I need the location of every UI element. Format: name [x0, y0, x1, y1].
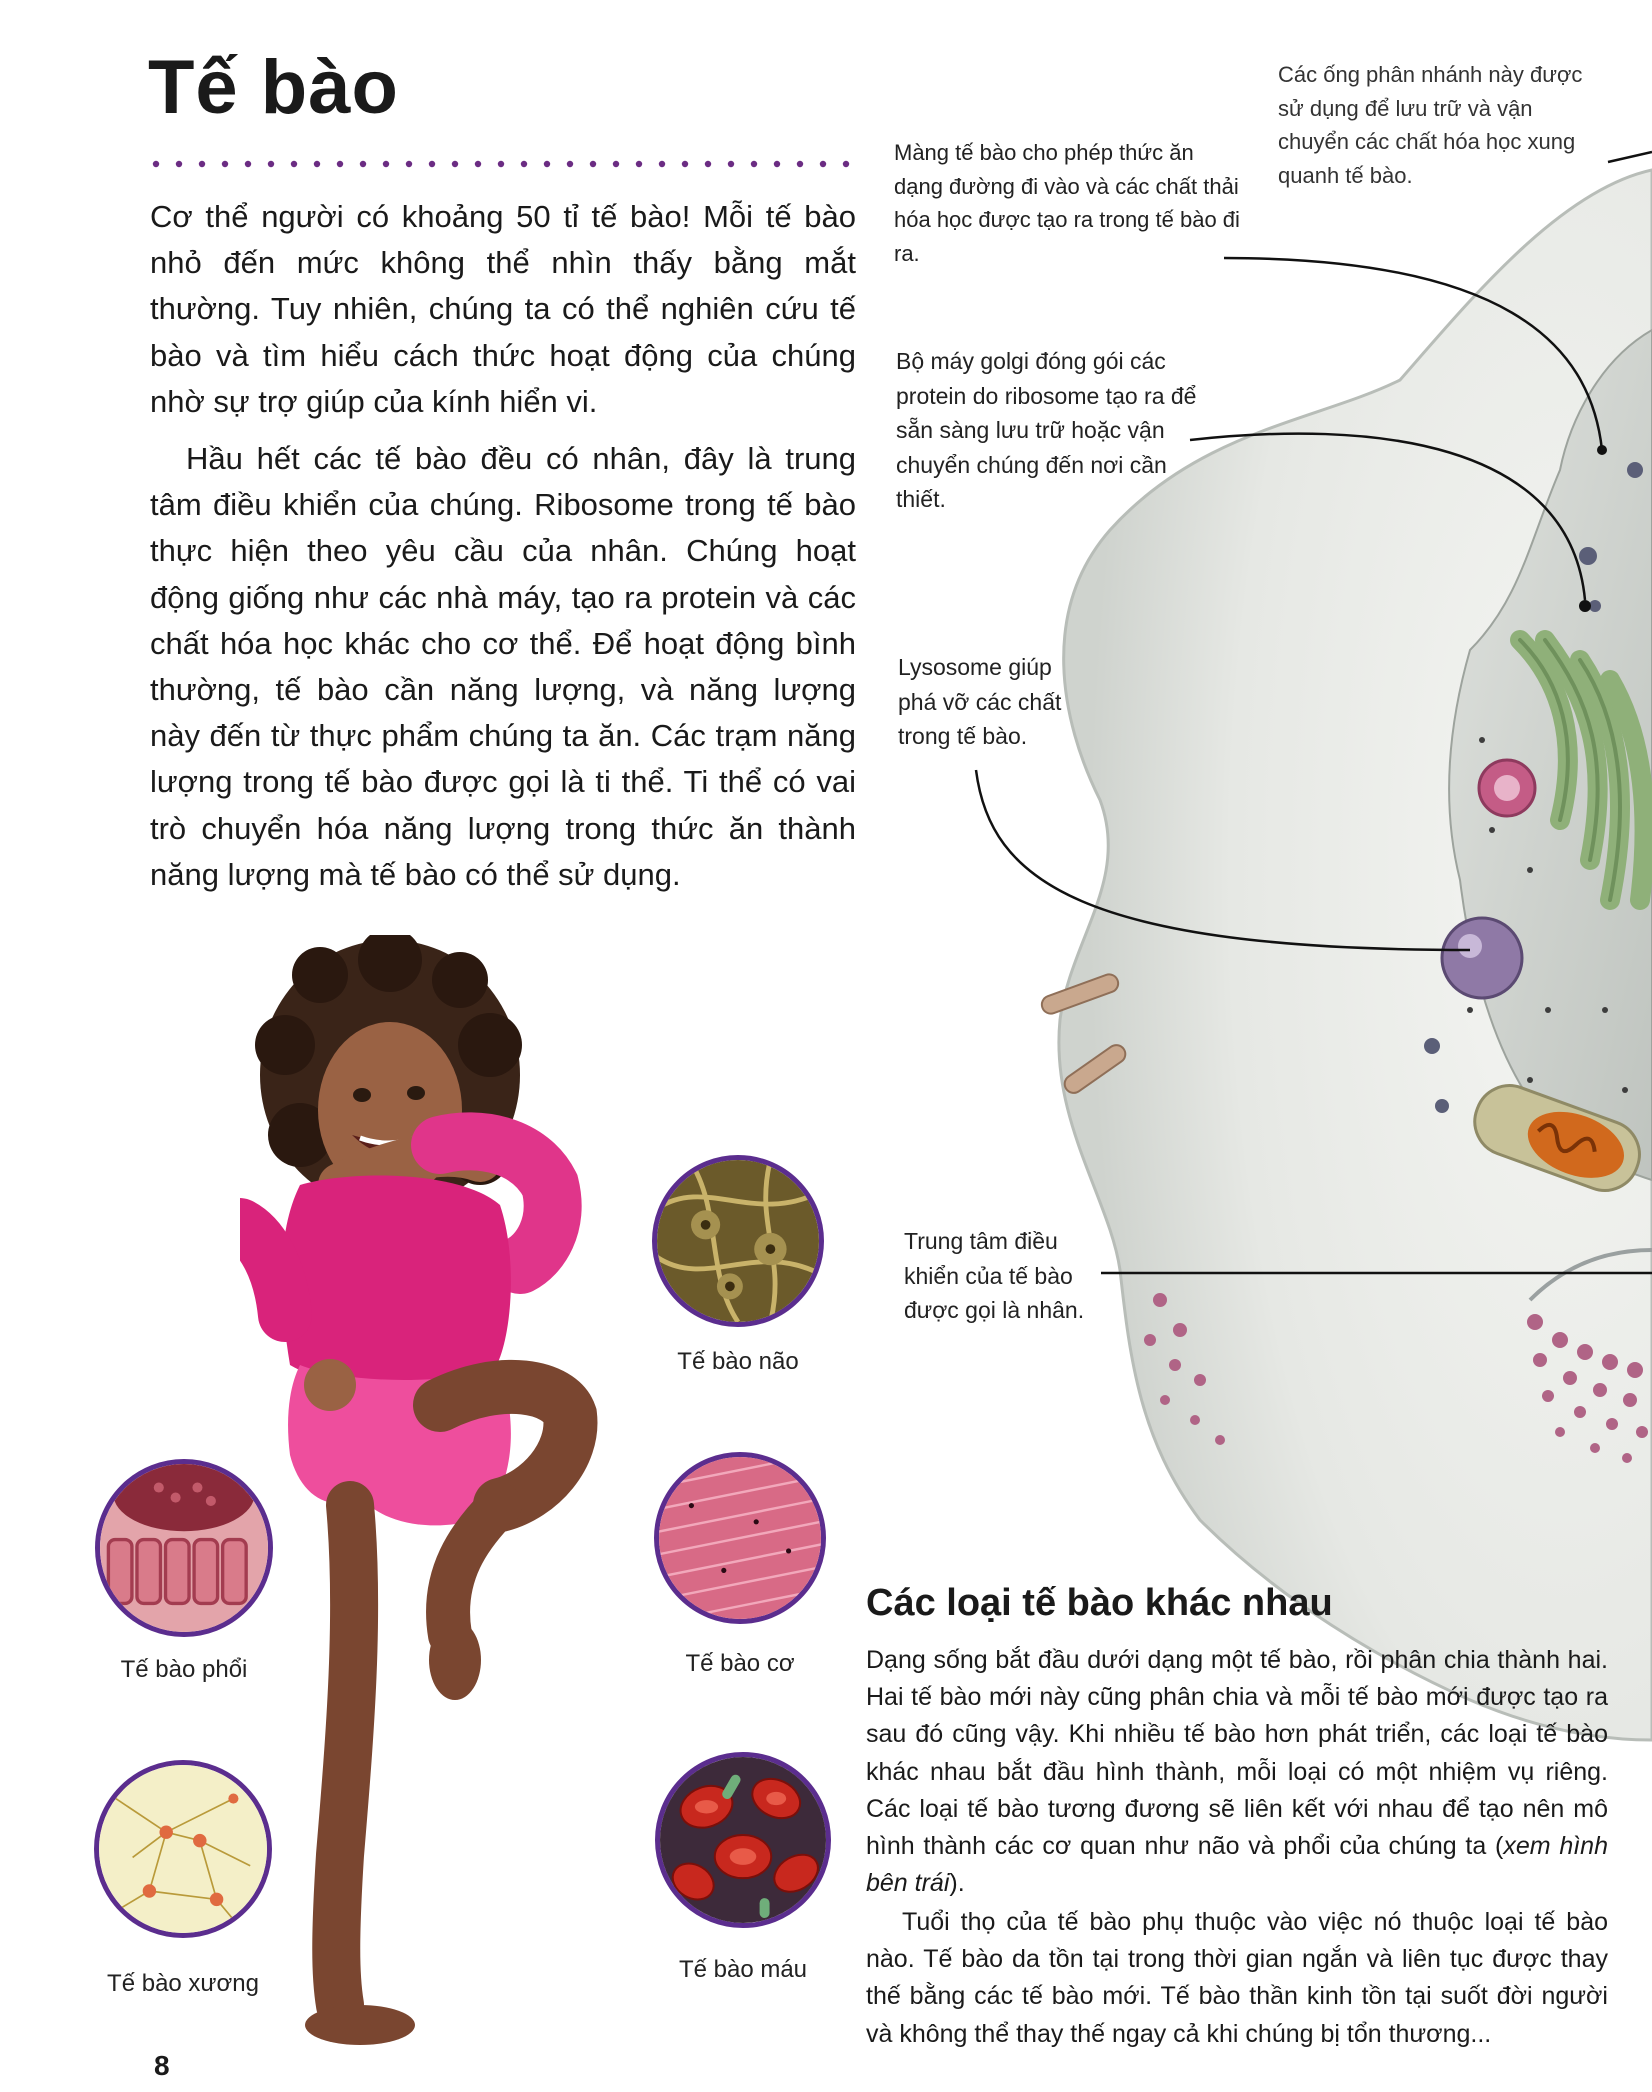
blood-cell-caption: Tế bào máu [678, 1956, 808, 1983]
lung-cell-image [95, 1459, 273, 1637]
dotted-divider [152, 160, 852, 168]
section-heading: Các loại tế bào khác nhau [866, 1582, 1333, 1624]
nucleus-label: Trung tâm điều khiển của tế bào được gọi là nhân. [904, 1228, 1085, 1323]
types-paragraph-1-end: ). [949, 1869, 965, 1898]
types-paragraph-1-reference: xem hình bên trái [866, 1832, 1608, 1898]
bone-cell-caption: Tế bào xương [107, 1970, 259, 1997]
intro-paragraph-2: Hầu hết các tế bào đều có nhân, đây là trung tâm điều khiển của chúng. Ribosome trong tế bào thực hiện theo yêu cầu của nhân. Chúng hoạt động giống như các nhà máy, tạo ra protein và các chất hóa học khác cho cơ thể. Để hoạt động bình thường, tế bào cần năng lượng, và năng lượng này đến từ thực phẩm chúng ta ăn. Các trạm năng lượng trong tế bào được gọi là ti thể. Ti thể có vai trò chuyển hóa năng lượng trong thức ăn thành năng lượng mà tế bào có thể sử dụng. [150, 441, 856, 892]
intro-paragraph-1: Cơ thể người có khoảng 50 tỉ tế bào! Mỗi tế bào nhỏ đến mức không thể nhìn thấy bằng mắt thường. Tuy nhiên, chúng ta có thể nghiên cứu tế bào và tìm hiểu cách thức hoạt động của chúng nhờ sự trợ giúp của kính hiển vi. [150, 199, 856, 419]
muscle-cell-caption: Tế bào cơ [685, 1650, 795, 1677]
brain-cell-caption: Tế bào não [677, 1348, 799, 1375]
lysosome-label: Lysosome giúp phá vỡ các chất trong tế bào. [898, 654, 1062, 749]
lung-cell-caption: Tế bào phổi [120, 1656, 248, 1683]
bone-cell-image [94, 1760, 272, 1938]
types-paragraph-2: Tuổi thọ của tế bào phụ thuộc vào việc nó thuộc loại tế bào nào. Tế bào da tồn tại trong thời gian ngắn và liên tục được thay thế bằng các tế bào mới. Tế bào thần kinh tồn tại suốt đời người và không thể thay thế ngay cả khi chúng bị tổn thương... [866, 1908, 1608, 2048]
cell-membrane-label: Màng tế bào cho phép thức ăn dạng đường đi vào và các chất thải hóa học được tạo ra trong tế bào đi ra. [894, 140, 1240, 266]
page-number: 8 [154, 2050, 170, 2081]
types-paragraph-1-text: Dạng sống bắt đầu dưới dạng một tế bào, rồi phân chia thành hai. Hai tế bào mới này cũng phân chia và mỗi tế bào mới được tạo ra sau đó cũng vậy. Khi nhiều tế bào hơn phát triển, các loại tế bào khác nhau bắt đầu hình thành, mỗi loại có một nhiệm vụ riêng. Các loại tế bào tương đương sẽ liên kết với nhau để tạo nên mô hình thành các cơ quan như não và phổi của chúng ta ( [866, 1646, 1608, 1861]
page-title: Tế bào [148, 45, 399, 130]
muscle-cell-image [654, 1452, 826, 1624]
er-label: Các ống phân nhánh này được sử dụng để lưu trữ và vận chuyển các chất hóa học xung quanh tế bào. [1278, 62, 1583, 188]
golgi-label: Bộ máy golgi đóng gói các protein do ribosome tạo ra để sẵn sàng lưu trữ hoặc vận chuyển chúng đến nơi cần thiết. [896, 348, 1197, 512]
brain-cell-image [652, 1155, 824, 1327]
blood-cell-image [655, 1752, 831, 1928]
girl-photo [240, 935, 660, 2075]
types-paragraph-1 [866, 1642, 1608, 1902]
